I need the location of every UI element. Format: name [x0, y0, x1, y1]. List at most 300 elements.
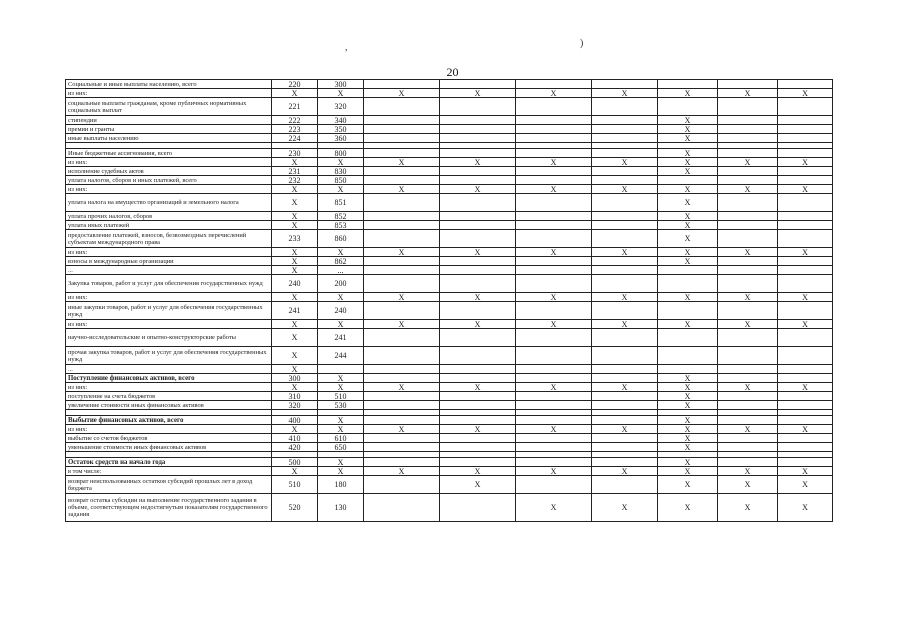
value-cell: [440, 434, 516, 443]
value-cell: [516, 116, 592, 125]
value-cell: X: [516, 467, 592, 476]
value-cell: X: [658, 149, 718, 158]
value-cell: [440, 347, 516, 365]
value-cell: [592, 434, 658, 443]
value-cell: X: [718, 467, 778, 476]
value-cell: [778, 401, 833, 410]
line-code-cell: 320: [272, 401, 318, 410]
value-cell: [592, 275, 658, 293]
row-description: поступление на счета бюджетов: [66, 392, 272, 401]
value-cell: [440, 116, 516, 125]
row-description: прочая закупка товаров, работ и услуг для обеспечения государственных нужд: [66, 347, 272, 365]
value-cell: [718, 98, 778, 116]
table-row: [66, 149, 833, 158]
value-cell: X: [658, 434, 718, 443]
value-cell: [778, 116, 833, 125]
table-row: [66, 248, 833, 257]
scan-mark: ,: [345, 42, 348, 53]
budget-code-cell: X: [318, 293, 364, 302]
value-cell: [516, 374, 592, 383]
budget-code-cell: 851: [318, 194, 364, 212]
table-row: [66, 383, 833, 392]
table-row: [66, 434, 833, 443]
value-cell: [718, 212, 778, 221]
line-code-cell: 232: [272, 176, 318, 185]
row-description: Закупка товаров, работ и услуг для обеспечения государственных нужд: [66, 275, 272, 293]
row-description: предоставление платежей, взносов, безвозмездных перечислений субъектам международного права: [66, 230, 272, 248]
value-cell: [718, 392, 778, 401]
value-cell: [440, 302, 516, 320]
line-code-cell: 221: [272, 98, 318, 116]
value-cell: [718, 458, 778, 467]
value-cell: [718, 374, 778, 383]
budget-code-cell: 530: [318, 401, 364, 410]
value-cell: [718, 302, 778, 320]
value-cell: [516, 194, 592, 212]
row-description: из них:: [66, 293, 272, 302]
value-cell: [718, 401, 778, 410]
table-row: [66, 134, 833, 143]
value-cell: [516, 476, 592, 494]
value-cell: [778, 416, 833, 425]
table-row: [66, 392, 833, 401]
value-cell: [718, 434, 778, 443]
value-cell: [718, 365, 778, 374]
value-cell: X: [516, 89, 592, 98]
value-cell: X: [658, 230, 718, 248]
budget-code-cell: 200: [318, 275, 364, 293]
value-cell: X: [440, 293, 516, 302]
value-cell: [592, 257, 658, 266]
value-cell: [718, 80, 778, 89]
value-cell: [440, 212, 516, 221]
value-cell: [592, 98, 658, 116]
value-cell: [778, 149, 833, 158]
value-cell: [440, 365, 516, 374]
budget-code-cell: 853: [318, 221, 364, 230]
line-code-cell: X: [272, 329, 318, 347]
value-cell: [778, 275, 833, 293]
table-row: [66, 230, 833, 248]
row-description: возврат остатка субсидии на выполнение государственного задания в объеме, соответствующем недостигнутым показателям государственного задания: [66, 494, 272, 522]
value-cell: [516, 257, 592, 266]
value-cell: [516, 347, 592, 365]
value-cell: [440, 230, 516, 248]
value-cell: [658, 347, 718, 365]
value-cell: [778, 365, 833, 374]
line-code-cell: 420: [272, 443, 318, 452]
table-row: [66, 467, 833, 476]
line-code-cell: X: [272, 257, 318, 266]
value-cell: [516, 221, 592, 230]
row-description: уменьшение стоимости иных финансовых активов: [66, 443, 272, 452]
value-cell: [592, 194, 658, 212]
budget-code-cell: X: [318, 320, 364, 329]
row-description: из них:: [66, 425, 272, 434]
line-code-cell: 240: [272, 275, 318, 293]
row-description: из них:: [66, 185, 272, 194]
line-code-cell: X: [272, 347, 318, 365]
value-cell: [364, 212, 440, 221]
value-cell: [658, 266, 718, 275]
value-cell: [592, 401, 658, 410]
table-row: [66, 116, 833, 125]
table-row: [66, 293, 833, 302]
value-cell: [778, 212, 833, 221]
value-cell: [364, 167, 440, 176]
budget-code-cell: X: [318, 374, 364, 383]
value-cell: [592, 329, 658, 347]
value-cell: [718, 230, 778, 248]
value-cell: X: [658, 167, 718, 176]
value-cell: X: [592, 494, 658, 522]
value-cell: X: [658, 248, 718, 257]
budget-code-cell: 244: [318, 347, 364, 365]
value-cell: [658, 176, 718, 185]
value-cell: X: [658, 416, 718, 425]
line-code-cell: X: [272, 293, 318, 302]
value-cell: X: [778, 467, 833, 476]
budget-code-cell: X: [318, 185, 364, 194]
value-cell: [778, 347, 833, 365]
value-cell: [440, 257, 516, 266]
value-cell: [718, 275, 778, 293]
value-cell: [778, 329, 833, 347]
line-code-cell: X: [272, 185, 318, 194]
page-number: 20: [446, 65, 459, 79]
value-cell: X: [718, 425, 778, 434]
value-cell: [592, 458, 658, 467]
budget-code-cell: 510: [318, 392, 364, 401]
value-cell: X: [364, 320, 440, 329]
value-cell: [778, 434, 833, 443]
row-description: из них:: [66, 158, 272, 167]
budget-code-cell: X: [318, 458, 364, 467]
table-row: [66, 347, 833, 365]
value-cell: [364, 401, 440, 410]
table-row: [66, 416, 833, 425]
value-cell: [364, 116, 440, 125]
budget-code-cell: 241: [318, 329, 364, 347]
value-cell: X: [778, 89, 833, 98]
value-cell: X: [718, 89, 778, 98]
value-cell: X: [718, 158, 778, 167]
row-description: Иные бюджетные ассигнования, всего: [66, 149, 272, 158]
budget-code-cell: 300: [318, 80, 364, 89]
value-cell: X: [718, 494, 778, 522]
table-row: [66, 365, 833, 374]
value-cell: [778, 302, 833, 320]
value-cell: X: [516, 425, 592, 434]
line-code-cell: 410: [272, 434, 318, 443]
value-cell: [778, 125, 833, 134]
value-cell: X: [718, 185, 778, 194]
table-row: [66, 98, 833, 116]
budget-code-cell: [318, 365, 364, 374]
row-description: Поступление финансовых активов, всего: [66, 374, 272, 383]
value-cell: X: [516, 248, 592, 257]
budget-code-cell: 350: [318, 125, 364, 134]
value-cell: [592, 347, 658, 365]
value-cell: X: [658, 125, 718, 134]
value-cell: [778, 80, 833, 89]
budget-code-cell: 650: [318, 443, 364, 452]
line-code-cell: 222: [272, 116, 318, 125]
value-cell: [718, 329, 778, 347]
row-description: ...: [66, 266, 272, 275]
value-cell: [516, 302, 592, 320]
value-cell: [718, 221, 778, 230]
table-row: [66, 158, 833, 167]
table-row: [66, 458, 833, 467]
value-cell: [592, 392, 658, 401]
row-description: стипендии: [66, 116, 272, 125]
value-cell: X: [592, 89, 658, 98]
value-cell: X: [718, 293, 778, 302]
value-cell: [440, 167, 516, 176]
row-description: социальные выплаты гражданам, кроме публичных нормативных социальных выплат: [66, 98, 272, 116]
value-cell: X: [658, 116, 718, 125]
line-code-cell: X: [272, 158, 318, 167]
value-cell: [592, 302, 658, 320]
line-code-cell: 241: [272, 302, 318, 320]
value-cell: X: [658, 392, 718, 401]
value-cell: X: [364, 293, 440, 302]
value-cell: X: [592, 185, 658, 194]
value-cell: [440, 176, 516, 185]
value-cell: [516, 212, 592, 221]
value-cell: X: [658, 89, 718, 98]
value-cell: X: [778, 494, 833, 522]
value-cell: X: [778, 293, 833, 302]
value-cell: [440, 443, 516, 452]
budget-code-cell: ...: [318, 266, 364, 275]
value-cell: X: [658, 443, 718, 452]
value-cell: X: [718, 320, 778, 329]
row-description: увеличение стоимости иных финансовых активов: [66, 401, 272, 410]
value-cell: X: [364, 185, 440, 194]
value-cell: [658, 98, 718, 116]
value-cell: [440, 329, 516, 347]
row-description: иные закупки товаров, работ и услуг для обеспечения государственных нужд: [66, 302, 272, 320]
value-cell: [516, 149, 592, 158]
value-cell: X: [658, 221, 718, 230]
value-cell: [658, 302, 718, 320]
budget-code-cell: 340: [318, 116, 364, 125]
line-code-cell: 224: [272, 134, 318, 143]
value-cell: X: [658, 257, 718, 266]
value-cell: [516, 329, 592, 347]
budget-code-cell: 360: [318, 134, 364, 143]
value-cell: [778, 443, 833, 452]
line-code-cell: X: [272, 266, 318, 275]
value-cell: [592, 266, 658, 275]
row-description: уплата иных платежей: [66, 221, 272, 230]
line-code-cell: X: [272, 467, 318, 476]
value-cell: [718, 257, 778, 266]
value-cell: X: [592, 467, 658, 476]
table-row: [66, 257, 833, 266]
table-row: [66, 89, 833, 98]
value-cell: [364, 347, 440, 365]
row-description: выбытие со счетов бюджетов: [66, 434, 272, 443]
value-cell: X: [364, 158, 440, 167]
row-description: взносы в международные организации: [66, 257, 272, 266]
value-cell: X: [364, 248, 440, 257]
value-cell: [718, 443, 778, 452]
value-cell: X: [440, 248, 516, 257]
value-cell: X: [778, 248, 833, 257]
value-cell: [516, 266, 592, 275]
value-cell: X: [440, 158, 516, 167]
value-cell: [592, 374, 658, 383]
value-cell: [516, 434, 592, 443]
value-cell: [440, 125, 516, 134]
value-cell: [364, 230, 440, 248]
value-cell: [778, 221, 833, 230]
value-cell: [658, 329, 718, 347]
value-cell: [440, 392, 516, 401]
value-cell: [516, 125, 592, 134]
budget-code-cell: 852: [318, 212, 364, 221]
value-cell: [364, 458, 440, 467]
row-description: научно-исследовательские и опытно-конструкторские работы: [66, 329, 272, 347]
value-cell: X: [440, 320, 516, 329]
value-cell: [364, 257, 440, 266]
value-cell: [364, 392, 440, 401]
value-cell: X: [658, 467, 718, 476]
table-row: [66, 374, 833, 383]
row-description: уплата налогов, сборов и иных платежей, всего: [66, 176, 272, 185]
value-cell: [658, 275, 718, 293]
value-cell: X: [516, 494, 592, 522]
table-row: [66, 176, 833, 185]
line-code-cell: 520: [272, 494, 318, 522]
value-cell: [592, 365, 658, 374]
table-row: [66, 221, 833, 230]
value-cell: X: [658, 134, 718, 143]
value-cell: X: [658, 476, 718, 494]
value-cell: X: [592, 320, 658, 329]
line-code-cell: X: [272, 425, 318, 434]
table-row: [66, 302, 833, 320]
value-cell: [364, 98, 440, 116]
value-cell: [364, 266, 440, 275]
value-cell: X: [440, 89, 516, 98]
value-cell: [658, 80, 718, 89]
value-cell: [440, 416, 516, 425]
line-code-cell: 231: [272, 167, 318, 176]
table-row: [66, 443, 833, 452]
value-cell: [440, 98, 516, 116]
value-cell: [592, 443, 658, 452]
value-cell: [778, 176, 833, 185]
line-code-cell: 220: [272, 80, 318, 89]
value-cell: [516, 458, 592, 467]
value-cell: [658, 365, 718, 374]
value-cell: [364, 194, 440, 212]
value-cell: X: [592, 248, 658, 257]
table-row: [66, 194, 833, 212]
value-cell: [364, 416, 440, 425]
budget-code-cell: X: [318, 416, 364, 425]
value-cell: [364, 134, 440, 143]
value-cell: X: [440, 467, 516, 476]
value-cell: X: [516, 158, 592, 167]
row-description: из них:: [66, 383, 272, 392]
value-cell: X: [592, 425, 658, 434]
value-cell: X: [658, 212, 718, 221]
row-description: из них:: [66, 248, 272, 257]
row-description: иные выплаты населению: [66, 134, 272, 143]
value-cell: [440, 374, 516, 383]
value-cell: X: [592, 383, 658, 392]
value-cell: [364, 365, 440, 374]
value-cell: X: [592, 293, 658, 302]
value-cell: [364, 494, 440, 522]
value-cell: [440, 458, 516, 467]
budget-code-cell: X: [318, 158, 364, 167]
table-row: [66, 80, 833, 89]
value-cell: [718, 125, 778, 134]
value-cell: X: [658, 425, 718, 434]
table-row: [66, 125, 833, 134]
value-cell: [364, 125, 440, 134]
value-cell: X: [516, 293, 592, 302]
line-code-cell: 400: [272, 416, 318, 425]
value-cell: [364, 443, 440, 452]
line-code-cell: 310: [272, 392, 318, 401]
value-cell: [516, 230, 592, 248]
budget-code-cell: 800: [318, 149, 364, 158]
value-cell: [440, 80, 516, 89]
value-cell: [592, 80, 658, 89]
line-code-cell: X: [272, 365, 318, 374]
line-code-cell: X: [272, 320, 318, 329]
value-cell: X: [440, 185, 516, 194]
budget-code-cell: X: [318, 425, 364, 434]
value-cell: [778, 392, 833, 401]
value-cell: [516, 365, 592, 374]
line-code-cell: X: [272, 248, 318, 257]
value-cell: [718, 176, 778, 185]
value-cell: [516, 401, 592, 410]
value-cell: X: [516, 383, 592, 392]
value-cell: X: [658, 185, 718, 194]
value-cell: [516, 167, 592, 176]
value-cell: X: [658, 158, 718, 167]
value-cell: [592, 149, 658, 158]
value-cell: X: [658, 194, 718, 212]
value-cell: X: [364, 425, 440, 434]
value-cell: [364, 302, 440, 320]
value-cell: [516, 134, 592, 143]
budget-code-cell: X: [318, 467, 364, 476]
row-description: уплата налога на имущество организаций и земельного налога: [66, 194, 272, 212]
line-code-cell: 300: [272, 374, 318, 383]
value-cell: [778, 374, 833, 383]
line-code-cell: X: [272, 221, 318, 230]
budget-code-cell: 180: [318, 476, 364, 494]
value-cell: X: [658, 401, 718, 410]
value-cell: X: [658, 320, 718, 329]
scan-mark: ): [580, 38, 584, 49]
table-row: [66, 212, 833, 221]
budget-code-cell: X: [318, 383, 364, 392]
value-cell: [718, 347, 778, 365]
line-code-cell: 223: [272, 125, 318, 134]
value-cell: X: [516, 185, 592, 194]
